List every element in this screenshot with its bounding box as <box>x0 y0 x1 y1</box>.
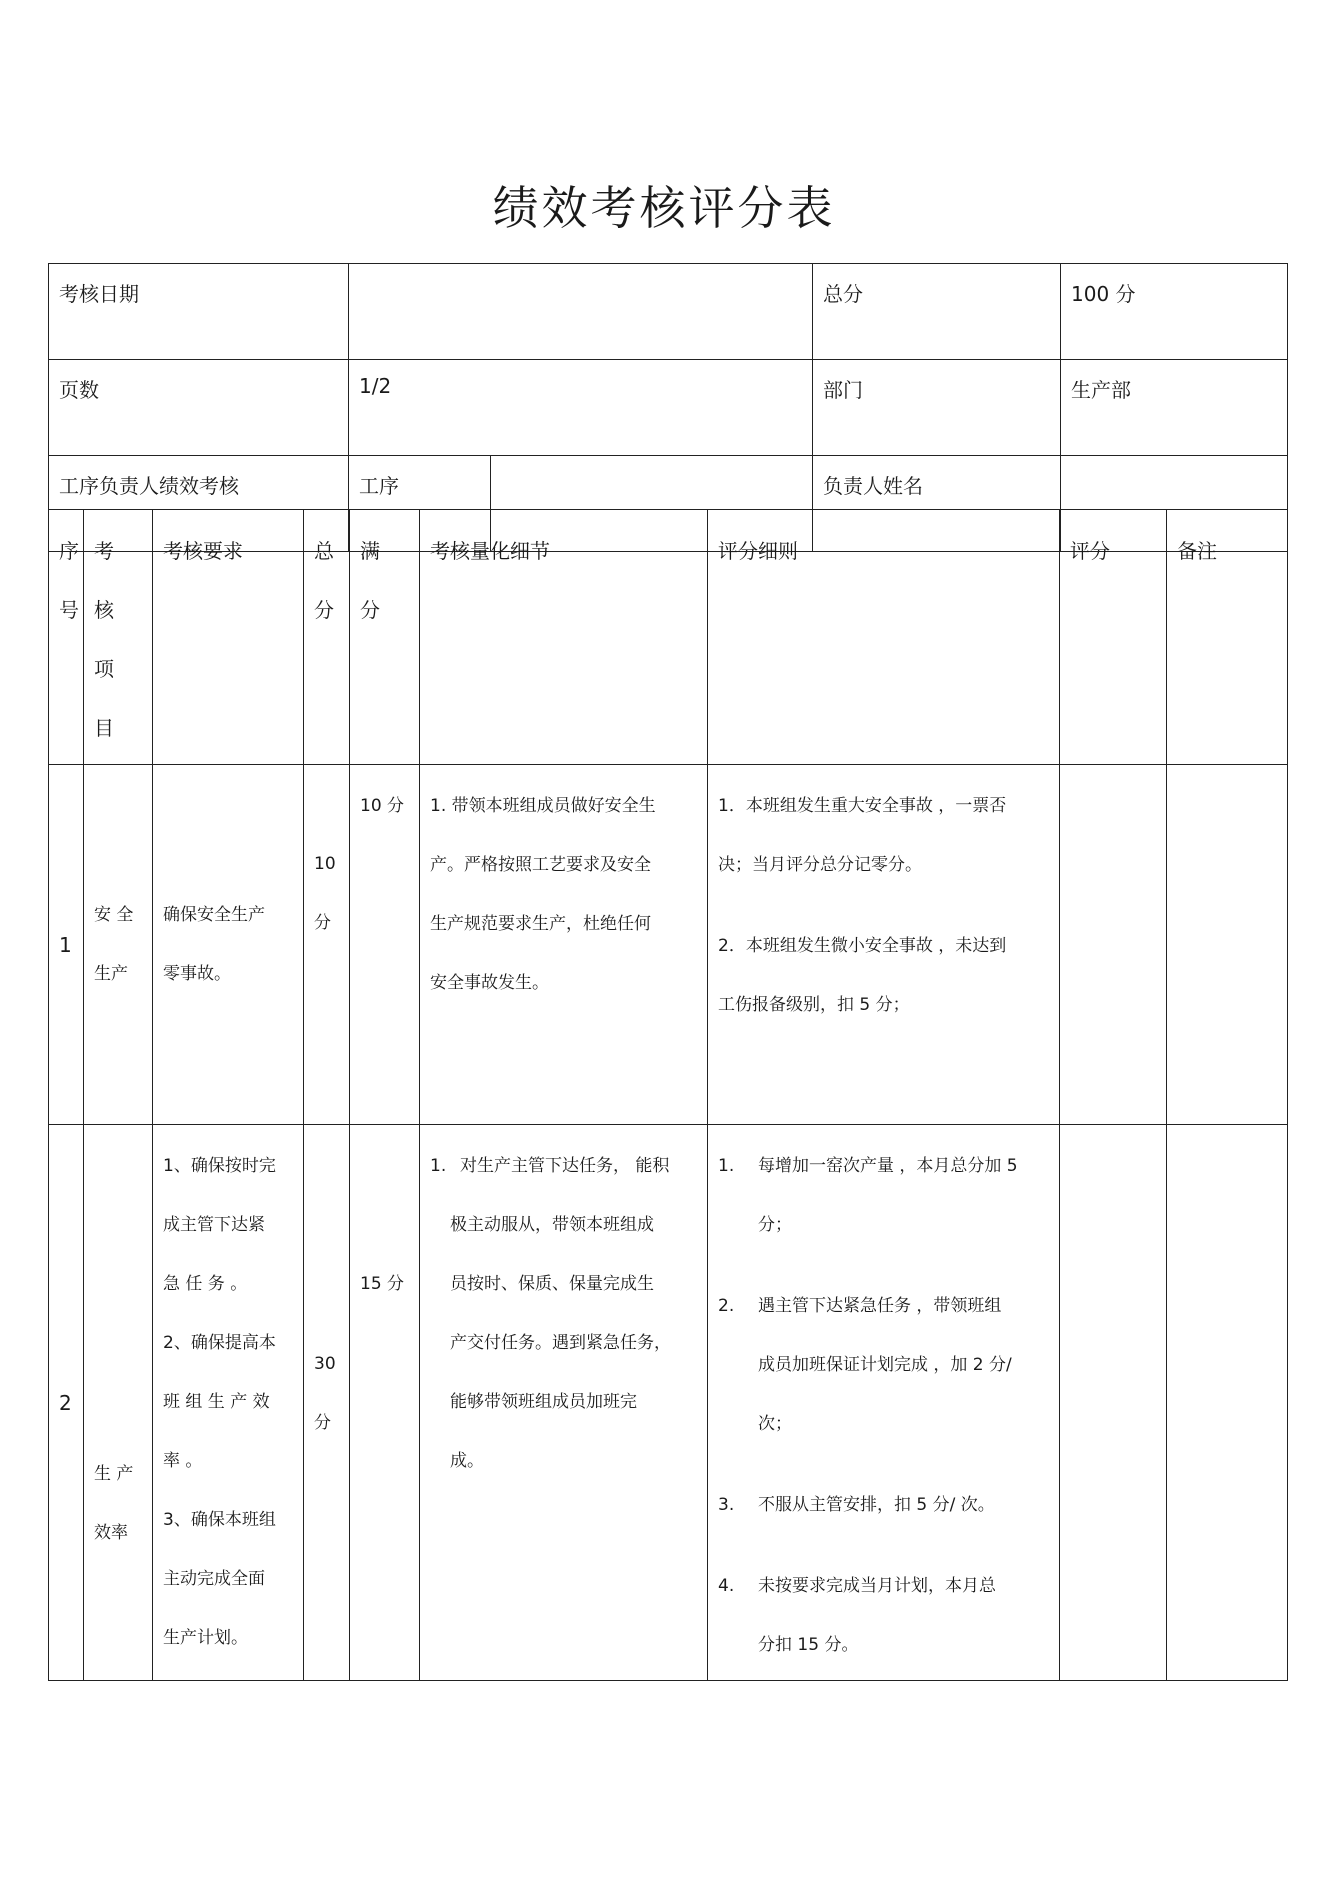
table-row <box>49 1125 1288 1681</box>
col-score: 评分 <box>1060 510 1167 765</box>
date-value[interactable] <box>349 264 813 360</box>
col-item: 考 核 项 目 <box>84 510 153 765</box>
row2-note[interactable] <box>1167 1125 1288 1681</box>
row2-score[interactable] <box>1060 1125 1167 1681</box>
col-detail: 考核量化细节 <box>420 510 708 765</box>
total-label: 总分 <box>813 264 1061 360</box>
col-rules: 评分细则 <box>708 510 1060 765</box>
col-total: 总 分 <box>304 510 350 765</box>
col-req: 考核要求 <box>153 510 304 765</box>
row1-total: 10 分 <box>304 765 350 1125</box>
page-label: 页数 <box>49 360 349 456</box>
person-label: 负责人姓名 <box>813 456 1061 552</box>
page-title: 绩效考核评分表 <box>492 181 836 235</box>
process-label: 工序 <box>349 456 491 552</box>
dept-label: 部门 <box>813 360 1061 456</box>
row2-item: 生 产 效率 <box>84 1125 153 1681</box>
row1-full: 10 分 <box>350 765 420 1125</box>
row1-req: 确保安全生产 零事故。 <box>153 765 304 1125</box>
col-full: 满 分 <box>350 510 420 765</box>
row2-seq: 2 <box>49 1125 84 1681</box>
assess-label: 工序负责人绩效考核 <box>49 456 349 552</box>
table-row <box>49 765 1288 1125</box>
row2-full: 15 分 <box>350 1125 420 1681</box>
col-seq: 序 号 <box>49 510 84 765</box>
row1-rules: 1．本班组发生重大安全事故 ，一票否 决；当月评分总分记零分。 2．本班组发生微小安全事故 ，未达到 工伤报备级别，扣 5 分； <box>708 765 1060 1125</box>
date-label: 考核日期 <box>49 264 349 360</box>
dept-value: 生产部 <box>1061 360 1288 456</box>
row2-rules: 1. 每增加一窑次产量 ，本月总分加 5 分； 2. 遇主管下达紧急任务 ，带领班组 成员加班保证计划完成 ，加 2 分/ 次； 3. 不服从主管安排，扣 5 分/ 次。 4. 未按要求完成当月计划，本月总 分扣 15 分。 <box>708 1125 1060 1681</box>
row2-total: 30 分 <box>304 1125 350 1681</box>
row1-item: 安 全 生产 <box>84 765 153 1125</box>
row2-req: 1、确保按时完 成主管下达紧 急 任 务 。 2、确保提高本 班 组 生 产 效 率 。 3、确保本班组 主动完成全面 生产计划。 <box>153 1125 304 1681</box>
row1-seq: 1 <box>49 765 84 1125</box>
page-value: 1/2 <box>349 360 813 456</box>
row2-detail: 1. 对生产主管下达任务， 能积 极主动服从，带领本班组成 员按时、保质、保量完成生 产交付任务。遇到紧急任务， 能够带领班组成员加班完 成。 <box>420 1125 708 1681</box>
row1-score[interactable] <box>1060 765 1167 1125</box>
row1-note[interactable] <box>1167 765 1288 1125</box>
assessment-table <box>48 509 1288 1681</box>
total-value: 100 分 <box>1061 264 1288 360</box>
col-note: 备注 <box>1167 510 1288 765</box>
row1-detail: 1. 带领本班组成员做好安全生 产。严格按照工艺要求及安全 生产规范要求生产，杜绝任何 安全事故发生。 <box>420 765 708 1125</box>
